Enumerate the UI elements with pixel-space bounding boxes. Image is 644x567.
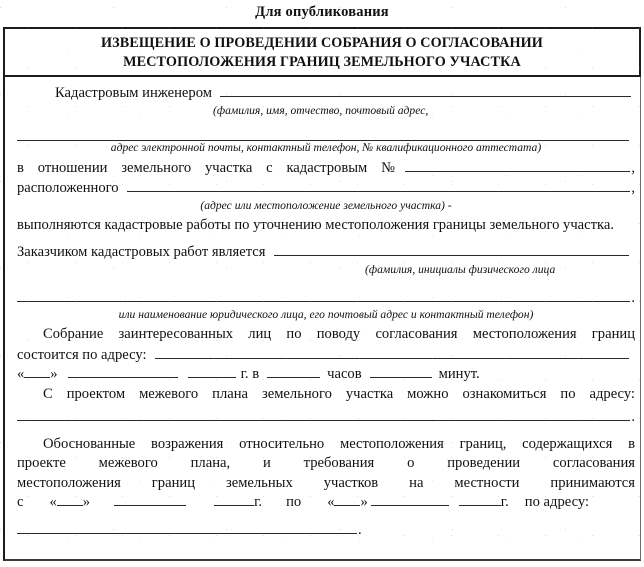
location-fill-line[interactable] — [127, 178, 631, 192]
customer-caption-1: (фамилия, инициалы физического лица — [365, 262, 556, 276]
engineer-row — [17, 83, 635, 104]
minutes-label: минут. — [438, 366, 480, 382]
engineer-label: Кадастровым инженером — [55, 85, 212, 101]
project-address-row — [17, 407, 635, 428]
project-address-period: . — [631, 409, 635, 425]
objections-from-label: с — [17, 494, 24, 510]
meeting-address-label: состоится по адресу: — [17, 346, 147, 363]
meeting-datetime-row — [17, 365, 635, 385]
objections-quote-open-1: « — [49, 494, 57, 510]
location-caption: (адрес или местоположение земельного участка) - — [200, 198, 452, 212]
customer-label: Заказчиком кадастровых работ является — [17, 244, 266, 260]
objections-month-1-fill[interactable] — [114, 493, 186, 506]
customer-fill-line-2[interactable] — [17, 288, 630, 302]
customer-caption-2: или наименование юридического лица, его почтовый адрес и контактный телефон) — [118, 308, 534, 321]
customer-row-2 — [17, 288, 635, 309]
objections-address-fill-line[interactable] — [17, 520, 357, 534]
objections-day-2-fill[interactable] — [334, 493, 360, 506]
location-label: расположенного — [17, 180, 119, 196]
cadastral-number-row — [17, 158, 635, 179]
objections-line-2: проекте межевого плана, и требования о проведении согласования — [17, 455, 635, 471]
objections-year-2-label: г. — [500, 494, 509, 510]
year-fill-line[interactable] — [188, 365, 236, 378]
engineer-caption-1: (фамилия, имя, отчество, почтовый адрес, — [213, 103, 429, 117]
month-fill-line[interactable] — [68, 365, 178, 378]
objections-day-1-fill[interactable] — [57, 493, 83, 506]
hours-fill-line[interactable] — [267, 365, 320, 378]
location-comma: , — [631, 180, 635, 196]
objections-line-1: Обоснованные возражения относительно местоположения границ, содержащихся в — [43, 435, 635, 452]
engineer-fill-line-2[interactable] — [17, 129, 629, 141]
project-review-paragraph: С проектом межевого плана земельного участка можно ознакомиться по адресу: — [43, 385, 635, 402]
meeting-address-row — [17, 345, 635, 366]
title-line-2: МЕСТОПОЛОЖЕНИЯ ГРАНИЦ ЗЕМЕЛЬНОГО УЧАСТКА — [123, 53, 521, 70]
date-quote-close: » — [50, 366, 58, 382]
cadastral-number-label: в отношении земельного участка с кадастровым № — [17, 159, 395, 176]
project-address-fill-line[interactable] — [17, 407, 630, 421]
objections-year-2-fill[interactable] — [459, 493, 501, 506]
title-line-1: ИЗВЕЩЕНИЕ О ПРОВЕДЕНИИ СОБРАНИЯ О СОГЛАСОВАНИИ — [101, 35, 543, 51]
hours-label: часов — [327, 366, 362, 382]
customer-fill-line[interactable] — [274, 242, 630, 256]
objections-quote-close-1: » — [82, 494, 91, 510]
customer-row — [17, 242, 635, 263]
objections-year-1-label: г. — [254, 494, 263, 510]
objections-period-row — [17, 493, 635, 513]
meeting-intro: Собрание заинтересованных лиц по поводу согласования местоположения границ — [43, 326, 635, 342]
objections-address-row — [17, 520, 635, 541]
minutes-fill-line[interactable] — [370, 365, 432, 378]
customer-period: . — [631, 289, 635, 306]
engineer-fill-line[interactable] — [220, 83, 631, 97]
title-box — [3, 27, 641, 77]
works-paragraph: выполняются кадастровые работы по уточнению местоположения границы земельного участка. — [17, 216, 614, 233]
day-fill-line[interactable] — [24, 365, 50, 378]
objections-address-label: по адресу: — [524, 494, 590, 510]
objections-month-2-fill[interactable] — [371, 493, 449, 506]
objections-quote-open-2: « — [327, 494, 335, 510]
objections-to-label: по — [286, 494, 302, 510]
objections-final-period: . — [358, 521, 362, 538]
publication-header: Для опубликования — [255, 4, 389, 20]
year-suffix-label: г. в — [240, 366, 260, 382]
date-quote-open: « — [17, 366, 25, 382]
engineer-caption-2: адрес электронной почты, контактный телефон, № квалификационного аттестата) — [110, 140, 542, 154]
document-body — [3, 83, 641, 540]
cadastral-number-comma: , — [631, 159, 635, 176]
objections-line-3: местоположения границ земельных участков на местности принимаются — [17, 474, 635, 491]
objections-year-1-fill[interactable] — [214, 493, 254, 506]
objections-quote-close-2: » — [360, 494, 368, 510]
meeting-address-fill-line[interactable] — [155, 345, 629, 359]
location-row — [17, 178, 635, 199]
cadastral-number-fill-line[interactable] — [405, 158, 630, 172]
